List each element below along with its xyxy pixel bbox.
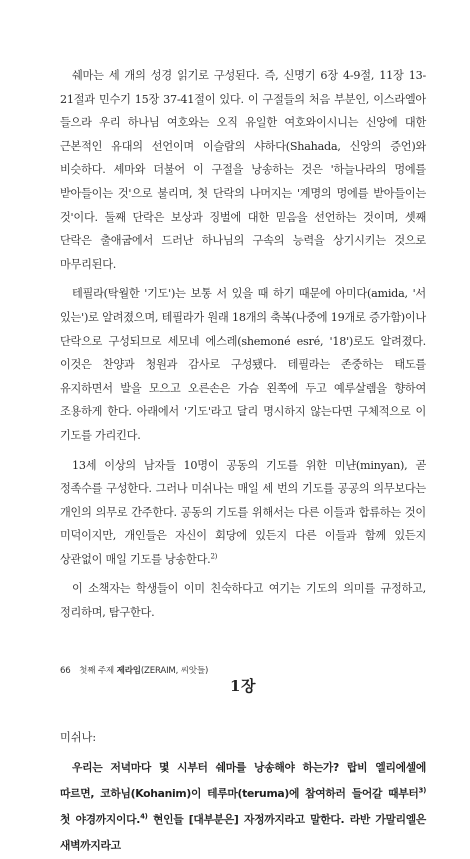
mishna-text-1: 우리는 저녁마다 몇 시부터 쉐마를 낭송해야 하는가? 랍비 엘리에셀에 따르면, 코하님(Kohanim)이 테루마(teruma)에 참여하러 들어갈 때부터 (60, 761, 426, 801)
footer-section: 첫째 주제 (79, 666, 115, 676)
body-paragraph-3-text: 13세 이상의 남자들 10명이 공동의 기도를 위한 미냔(minyan), 곧 정족수를 구성한다. 그러나 미쉬나는 매일 세 번의 기도를 공공의 의무보다는 개인의 의무로 간주한다. 공동의 기도를 위해서는 다른 이들과 합류하는 것이 미덕이지만, 개인들은 자신이 회당에 있든지 다른 이들과 함께 있든지 상관없이 매일 기도를 낭송한다. (60, 458, 426, 566)
chapter-heading: 1장 (230, 676, 256, 695)
mishna-text-2: 첫 야경까지이다. (60, 813, 141, 827)
body-paragraph-3 (60, 454, 426, 572)
mishna-text-3: 현인들 [대부분은] 자정까지라고 말한다. 라반 가말리엘은 새벽까지라고 (60, 813, 426, 853)
mishna-passage (60, 755, 426, 859)
speaker-label: 미쉬나: (60, 730, 97, 744)
footer-book-subtitle: (ZERAIM, 씨앗들) (140, 666, 209, 676)
footnote-mark-2: 2) (210, 552, 218, 561)
body-paragraph-2: 테필라(탁월한 '기도')는 보통 서 있을 때 하기 때문에 아미다(amida, '서 있는')로 알려졌으며, 테필라가 원래 18개의 축복(나중에 19개로 증가함)이나 단락으로 구성되므로 세모네 에스레(shemoné esré, '18')로도 알려졌다. 이것은 찬양과 청원과 감사로 구성됐다. 테필라는 존중하는 태도를 유지하면서 발을 모으고 오른손은 가슴 왼쪽에 두고 예루살렘을 향하여 조용하게 한다. 아래에서 '기도'라고 달리 명시하지 않는다면 구체적으로 이 기도를 가리킨다. (60, 287, 426, 442)
footnote-mark-3: 3) (418, 786, 426, 795)
page-footer (60, 664, 208, 676)
footnote-mark-4: 4) (140, 812, 148, 821)
body-paragraph-1: 쉐마는 세 개의 성경 읽기로 구성된다. 즉, 신명기 6장 4-9절, 11장 13-21절과 민수기 15장 37-41절이 있다. 이 구절들의 처음 부분인, 이스라엘아 들으라 우리 하나님 여호와는 오직 유일한 여호와이시니는 신앙에 대한 근본적인 유대의 선언이며 이슬람의 샤하다(Shahada, 신앙의 증언)와 비슷하다. 셰마와 더불어 이 구절을 낭송하는 것은 '하늘나라의 멍에를 받아들이는 것'으로 불리며, 첫 단락의 나머지는 '계명의 멍에를 받아들이는 것'이다. 둘째 단락은 보상과 징벌에 대한 믿음을 선언하는 것이며, 셋째 단락은 출애굽에서 드러난 하나님의 구속의 능력을 상기시키는 것으로 마무리된다. (60, 69, 426, 271)
body-paragraph-4: 이 소책자는 학생들이 이미 친숙하다고 여기는 기도의 의미를 규정하고, 정리하며, 탐구한다. (60, 582, 426, 620)
footer-book-title: 제라임 (116, 666, 141, 676)
page-number: 66 (60, 666, 71, 676)
